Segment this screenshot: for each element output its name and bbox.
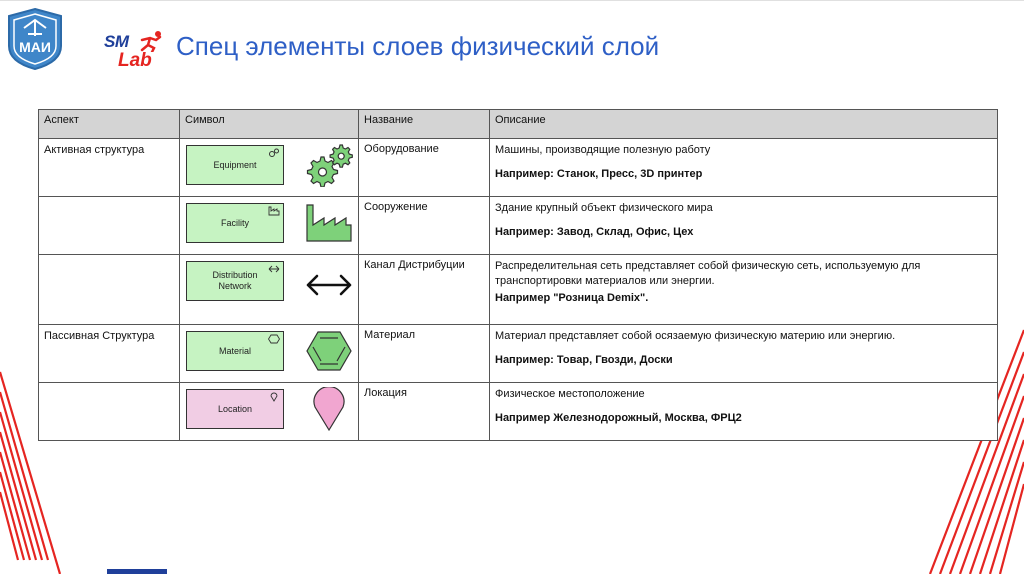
spec-table [38,109,998,441]
name-cell: Сооружение [359,197,490,255]
table-row [39,383,998,441]
symbol-label: Material [218,345,251,356]
description-cell [490,197,998,255]
symbol-cell [180,139,359,197]
svg-text:МАИ: МАИ [19,39,51,55]
symbol-label: Distribution Network [212,270,258,291]
description-cell [490,255,998,325]
description-cell [490,383,998,441]
factory-icon [304,201,354,245]
column-header-name: Название [359,110,490,139]
description-text: Здание крупный объект физического мира [495,202,713,214]
description-cell [490,325,998,383]
smlab-logo [104,30,174,74]
description-text: Машины, производящие полезную работу [495,144,711,156]
small-factory-icon [268,206,280,216]
table-row [39,325,998,383]
facility-element [186,203,284,243]
symbol-cell [180,325,359,383]
description-text: Физическое местоположение [495,388,645,400]
table-row [39,197,998,255]
symbol-cell [180,383,359,441]
equipment-element [186,145,284,185]
table-header-row [39,110,998,139]
aspect-cell: Пассивная Структура [39,325,180,383]
example-text: Например: Станок, Пресс, 3D принтер [495,168,703,180]
runner-icon [138,30,164,52]
name-cell: Канал Дистрибуции [359,255,490,325]
small-hexagon-icon [268,334,280,344]
distribution-network-element [186,261,284,301]
symbol-cell [180,197,359,255]
hexagon-icon [304,329,354,373]
table-row [39,139,998,197]
aspect-cell [39,255,180,325]
aspect-cell [39,197,180,255]
smlab-sm-text: SM [104,32,129,51]
aspect-cell: Активная структура [39,139,180,197]
example-text: Например: Завод, Склад, Офис, Цех [495,226,694,238]
name-cell: Оборудование [359,139,490,197]
name-cell: Материал [359,325,490,383]
location-element [186,389,284,429]
column-header-aspect: Аспект [39,110,180,139]
double-arrow-icon [304,265,354,309]
material-element [186,331,284,371]
small-location-pin-icon [268,392,280,402]
column-header-description: Описание [490,110,998,139]
gears-icon [304,143,354,187]
small-double-arrow-icon [268,264,280,274]
mai-logo [4,6,66,72]
description-cell [490,139,998,197]
symbol-cell [180,255,359,325]
aspect-cell [39,383,180,441]
example-text: Например: Товар, Гвозди, Доски [495,354,673,366]
example-text: Например Железнодорожный, Москва, ФРЦ2 [495,412,742,424]
smlab-lab-text: Lab [118,50,152,71]
page-title: Спец элементы слоев физический слой [176,31,660,61]
description-text: Распределительная сеть представляет собой физическую сеть, используемую для транспортировки материалов или энергии. [495,260,921,287]
name-cell: Локация [359,383,490,441]
symbol-label: Facility [220,217,249,228]
example-text: Например "Розница Demix". [495,292,649,304]
symbol-label: Equipment [213,159,257,170]
top-border-line [0,0,1024,1]
bottom-accent-bar [107,569,167,574]
symbol-label: Location [217,403,253,414]
column-header-symbol: Символ [180,110,359,139]
location-pin-icon [304,387,354,431]
table-row [39,255,998,325]
description-text: Материал представляет собой осязаемую физическую материю или энергию. [495,330,896,342]
small-gear-icon [268,148,280,158]
